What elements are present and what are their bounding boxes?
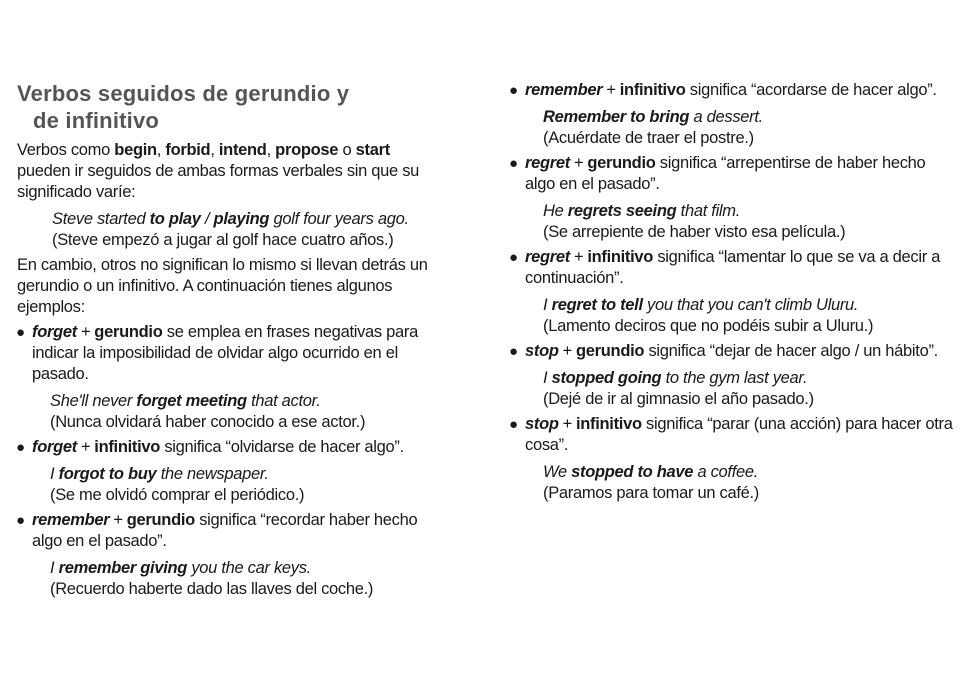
list-item xyxy=(510,153,958,243)
intro-example xyxy=(17,209,447,251)
example-part: to the gym last year. xyxy=(661,369,808,387)
item-verb: forget xyxy=(32,438,77,456)
item-form: gerundio xyxy=(126,511,195,529)
example-verb: to play xyxy=(149,210,201,228)
item-example xyxy=(32,391,447,433)
bullet-icon: ● xyxy=(509,82,518,99)
list-item xyxy=(510,414,958,504)
item-description: significa “olvidarse de hacer algo”. xyxy=(160,438,404,456)
item-description: significa “lamentar lo que se va a decir a continuación”. xyxy=(525,248,941,287)
item-rule xyxy=(525,247,958,289)
right-column xyxy=(510,80,958,508)
item-form: gerundio xyxy=(587,154,656,172)
example-part: I xyxy=(543,296,552,314)
item-example xyxy=(525,201,958,243)
example-translation: (Se me olvidó comprar el periódico.) xyxy=(50,486,305,504)
example-translation: (Steve empezó a jugar al golf hace cuatro años.) xyxy=(52,231,394,249)
intro-verb-forbid: forbid xyxy=(165,141,211,159)
example-sentence xyxy=(543,462,958,483)
bullet-icon: ● xyxy=(509,249,518,266)
item-description: significa “recordar haber hecho algo en el pasado”. xyxy=(32,511,418,550)
intro-verb-intend: intend xyxy=(218,141,267,159)
contrast-paragraph: En cambio, otros no significan lo mismo si llevan detrás un gerundio o un infinitivo. A continuación tienes algunos ejemplos: xyxy=(17,256,428,316)
example-verb: playing xyxy=(213,210,270,228)
list-item xyxy=(17,437,447,506)
example-sentence xyxy=(543,295,958,316)
example-part: I xyxy=(50,465,59,483)
example-translation: (Acuérdate de traer el postre.) xyxy=(543,129,754,147)
plus-sign: + xyxy=(606,81,616,99)
item-example xyxy=(525,462,958,504)
intro-paragraph xyxy=(17,140,447,203)
item-rule xyxy=(525,341,958,362)
example-part: golf four years ago. xyxy=(269,210,409,228)
item-form: infinitivo xyxy=(587,248,654,266)
example-verb: remember giving xyxy=(58,559,188,577)
plus-sign: + xyxy=(562,415,572,433)
example-verb: forgot to buy xyxy=(58,465,157,483)
item-description: significa “acordarse de hacer algo”. xyxy=(685,81,937,99)
example-verb: Remember to bring xyxy=(543,108,690,126)
example-part: you that you can't climb Uluru. xyxy=(642,296,859,314)
item-rule xyxy=(525,153,958,195)
section-title xyxy=(17,80,447,134)
intro-verb-propose: propose xyxy=(275,141,339,159)
example-part: She'll never xyxy=(50,392,137,410)
item-rule xyxy=(32,437,447,458)
bullet-icon: ● xyxy=(16,324,25,341)
example-sentence xyxy=(52,209,447,230)
item-rule xyxy=(32,322,447,385)
example-part: that film. xyxy=(676,202,741,220)
item-rule xyxy=(525,80,958,101)
list-item xyxy=(510,247,958,337)
example-translation: (Dejé de ir al gimnasio el año pasado.) xyxy=(543,390,814,408)
example-translation: (Recuerdo haberte dado las llaves del coche.) xyxy=(50,580,374,598)
example-verb: forget meeting xyxy=(136,392,247,410)
bullet-icon: ● xyxy=(16,512,25,529)
item-description: significa “dejar de hacer algo / un hábito”. xyxy=(644,342,938,360)
example-part: the newspaper. xyxy=(156,465,269,483)
example-verb: stopped going xyxy=(551,369,662,387)
bullet-icon: ● xyxy=(16,439,25,456)
item-verb: forget xyxy=(32,323,77,341)
intro-verb-start: start xyxy=(355,141,390,159)
item-verb: regret xyxy=(525,248,570,266)
example-part: you the car keys. xyxy=(187,559,311,577)
bullet-icon: ● xyxy=(509,416,518,433)
item-example xyxy=(32,558,447,600)
example-part: that actor. xyxy=(246,392,321,410)
example-verb: stopped to have xyxy=(571,463,694,481)
example-part: I xyxy=(543,369,552,387)
item-example xyxy=(32,464,447,506)
item-example xyxy=(525,368,958,410)
example-part: Steve started xyxy=(52,210,150,228)
plus-sign: + xyxy=(573,154,584,172)
left-column xyxy=(17,80,447,604)
item-verb: remember xyxy=(525,81,603,99)
title-line-2: de infinitivo xyxy=(33,108,160,133)
list-item xyxy=(510,341,958,410)
item-verb: stop xyxy=(525,415,559,433)
intro-post: pueden ir seguidos de ambas formas verbales sin que su significado varíe: xyxy=(17,162,420,201)
example-sentence xyxy=(543,107,958,128)
intro-sep-2: , xyxy=(210,141,219,159)
item-verb: regret xyxy=(525,154,570,172)
example-sentence xyxy=(50,391,447,412)
item-example xyxy=(525,295,958,337)
example-sentence xyxy=(50,558,447,579)
item-form: gerundio xyxy=(94,323,163,341)
example-translation: (Se arrepiente de haber visto esa película.) xyxy=(543,223,846,241)
item-example xyxy=(525,107,958,149)
plus-sign: + xyxy=(562,342,572,360)
example-sentence xyxy=(543,368,958,389)
item-verb: stop xyxy=(525,342,559,360)
intro-sep-4: o xyxy=(338,141,356,159)
intro-pre: Verbos como xyxy=(17,141,115,159)
example-translation: (Paramos para tomar un café.) xyxy=(543,484,759,502)
example-verb: regrets seeing xyxy=(567,202,677,220)
item-description: significa “arrepentirse de haber hecho algo en el pasado”. xyxy=(525,154,926,193)
item-description: se emplea en frases negativas para indicar la imposibilidad de olvidar algo ocurrido en el pasado. xyxy=(32,323,418,383)
item-form: infinitivo xyxy=(619,81,686,99)
example-translation: (Nunca olvidará haber conocido a ese actor.) xyxy=(50,413,366,431)
example-part: / xyxy=(200,210,214,228)
plus-sign: + xyxy=(113,511,123,529)
item-form: gerundio xyxy=(575,342,645,360)
example-translation: (Lamento deciros que no podéis subir a Uluru.) xyxy=(543,317,874,335)
example-sentence xyxy=(50,464,447,485)
example-verb: regret to tell xyxy=(551,296,643,314)
intro-verb-begin: begin xyxy=(114,141,157,159)
list-item xyxy=(510,80,958,149)
item-form: infinitivo xyxy=(575,415,642,433)
item-description: significa “parar (una acción) para hacer otra cosa”. xyxy=(525,415,953,454)
example-part: a dessert. xyxy=(689,108,763,126)
example-sentence xyxy=(543,201,958,222)
item-form: infinitivo xyxy=(94,438,161,456)
plus-sign: + xyxy=(80,438,91,456)
example-part: I xyxy=(50,559,59,577)
list-item xyxy=(17,322,447,433)
list-item xyxy=(17,510,447,600)
intro-sep-1: , xyxy=(156,141,166,159)
example-part: We xyxy=(543,463,572,481)
plus-sign: + xyxy=(80,323,91,341)
item-verb: remember xyxy=(32,511,110,529)
plus-sign: + xyxy=(573,248,584,266)
item-rule xyxy=(525,414,958,456)
bullet-icon: ● xyxy=(509,343,518,360)
intro-sep-3: , xyxy=(266,141,276,159)
item-rule xyxy=(32,510,447,552)
example-part: He xyxy=(543,202,568,220)
title-line-1: Verbos seguidos de gerundio y xyxy=(17,81,350,106)
bullet-icon: ● xyxy=(509,155,518,172)
example-part: a coffee. xyxy=(693,463,759,481)
